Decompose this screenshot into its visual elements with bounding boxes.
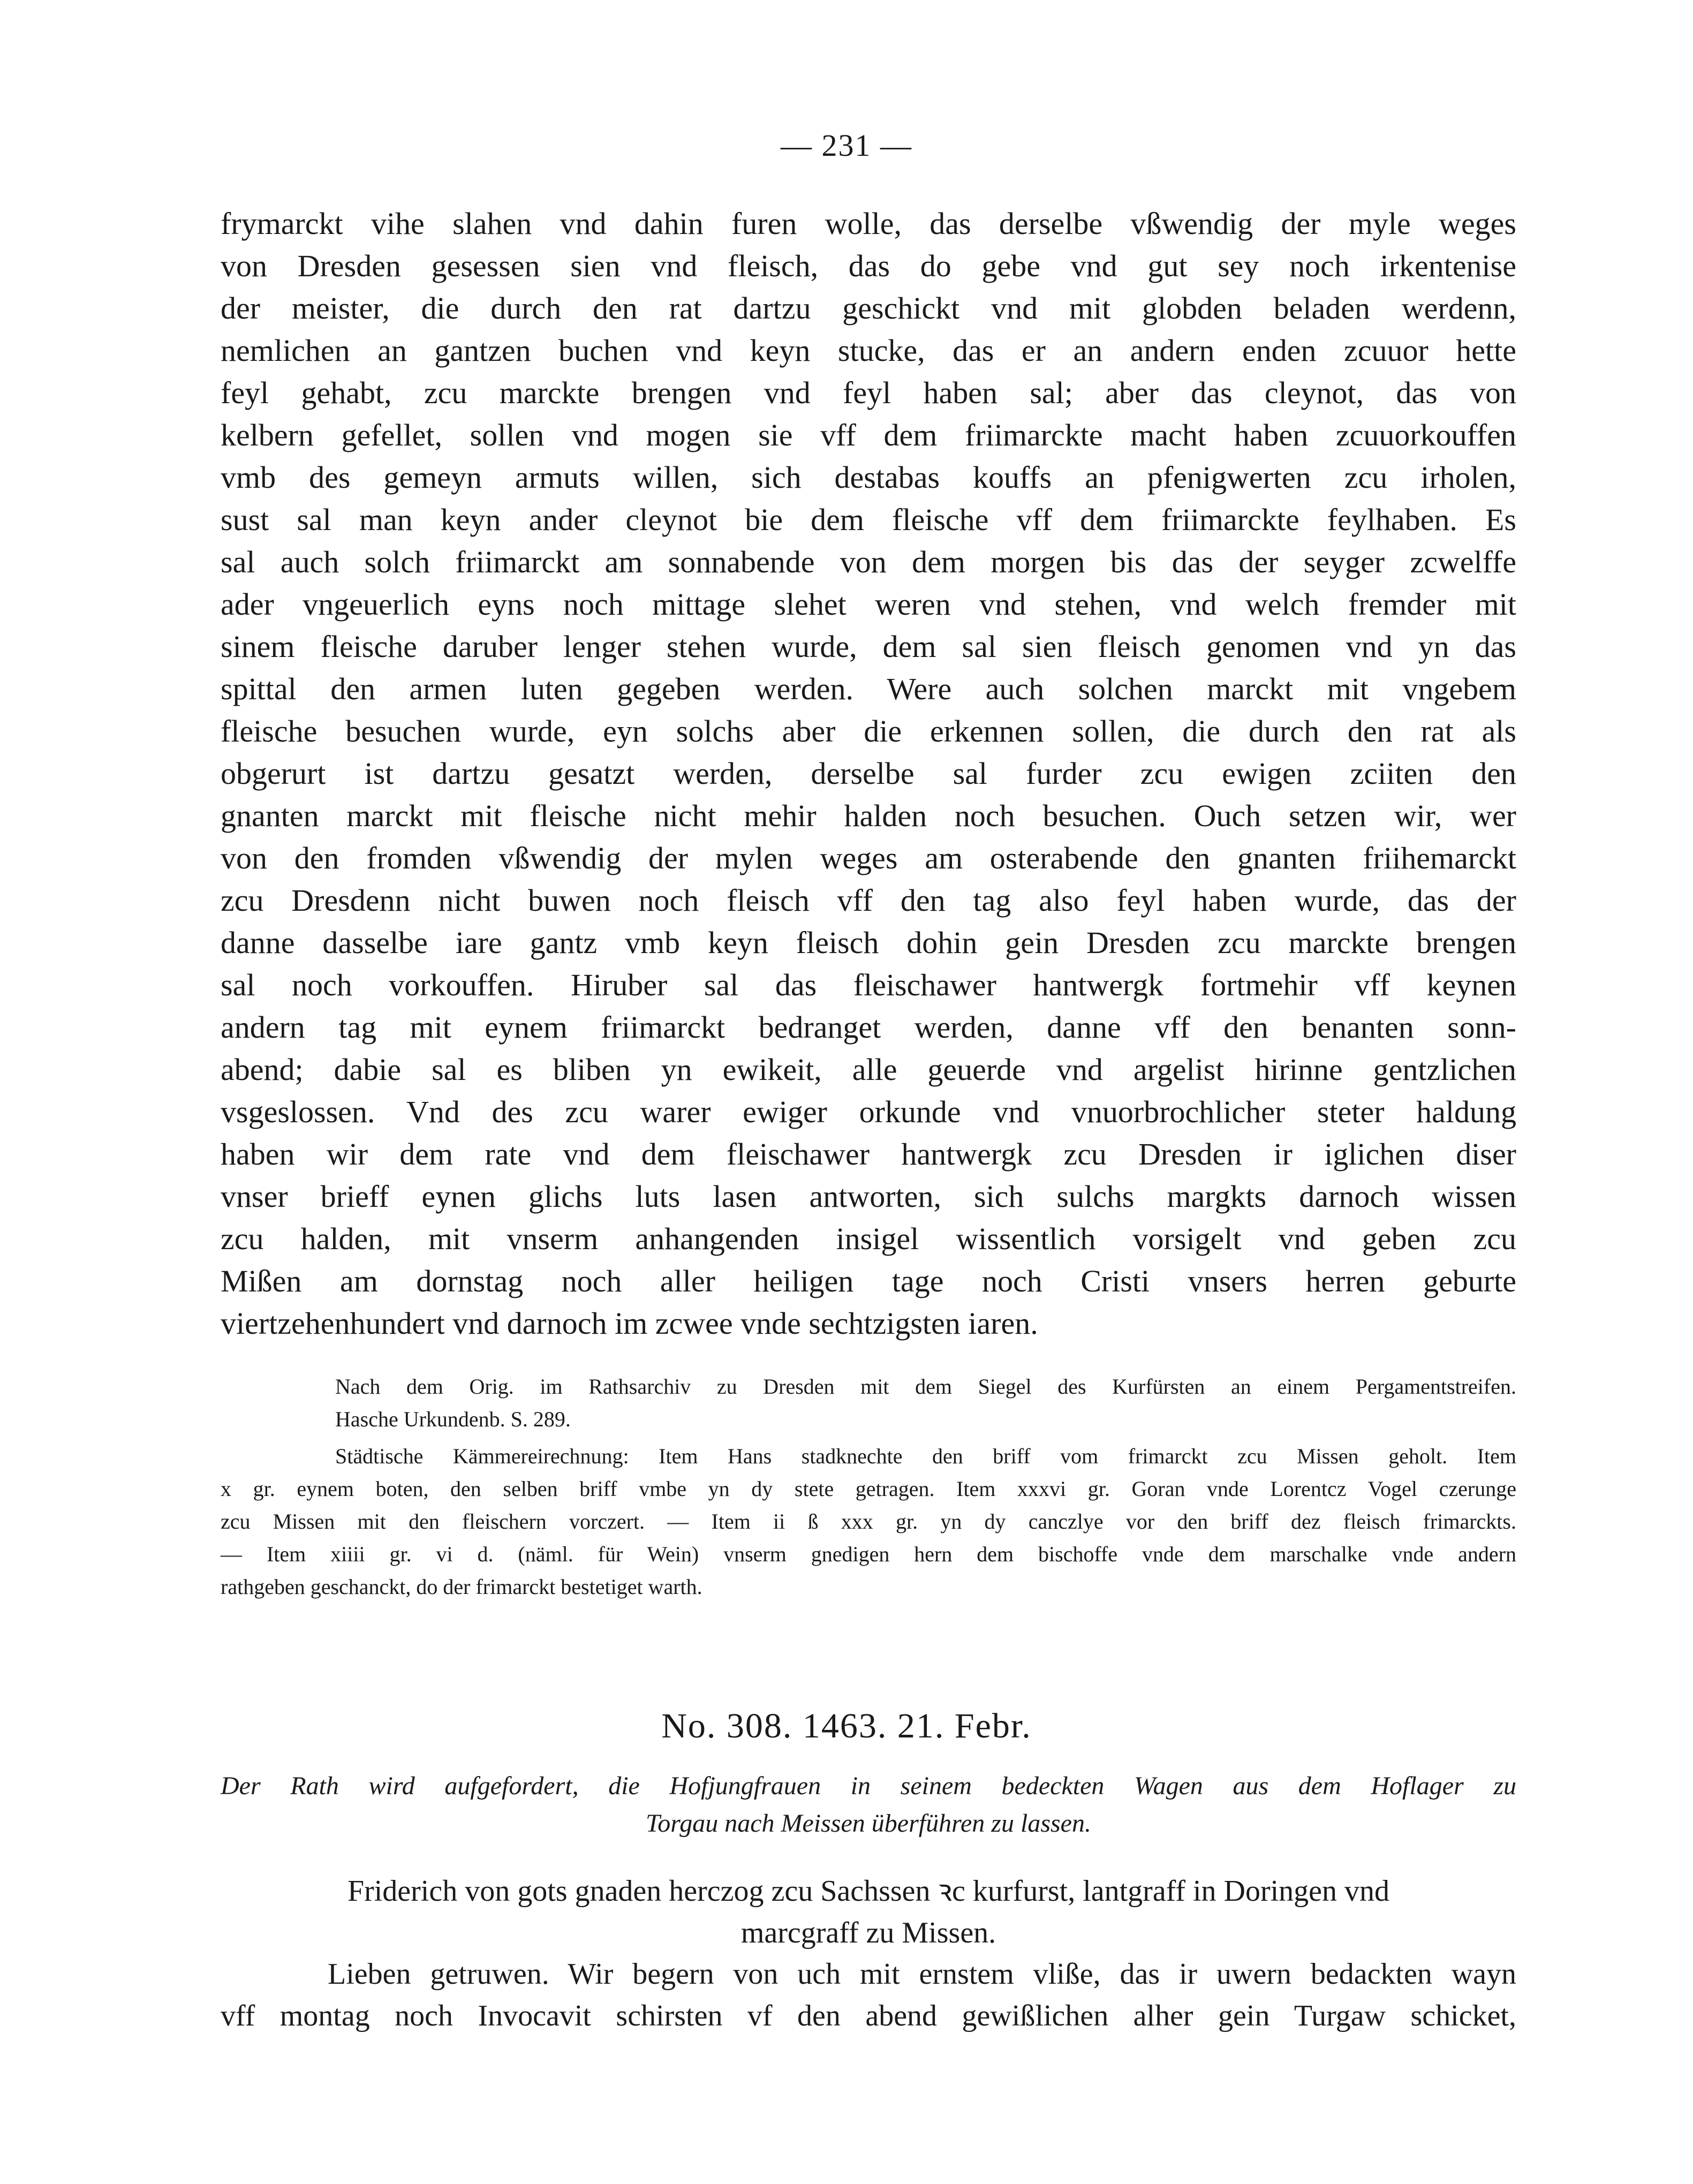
text-line: Mißen am dornstag noch aller heiligen tage noch Cristi vnsers herren geburte <box>221 1264 1516 1298</box>
text-line: danne dasselbe iare gantz vmb keyn fleisch dohin gein Dresden zcu marckte brengen <box>221 925 1516 960</box>
text-line: sust sal man keyn ander cleynot bie dem fleische vff dem friimarckte feylhaben. Es <box>221 502 1516 537</box>
text-line: zcu Dresdenn nicht buwen noch fleisch vff den tag also feyl haben wurde, das der <box>221 883 1516 918</box>
text-line: kelbern gefellet, sollen vnd mogen sie vff dem friimarckte macht haben zcuuorkouffen <box>221 418 1516 452</box>
accounts-note-line: zcu Missen mit den fleischern vorczert. — Item ii ß xxx gr. yn dy canczlye vor den briff dez fleisch frimarckts. <box>221 1509 1516 1533</box>
summary-line: Torgau nach Meissen überführen zu lassen. <box>646 1809 1091 1838</box>
source-note-line: Hasche Urkundenb. S. 289. <box>335 1407 571 1431</box>
text-line: viertzehenhundert vnd darnoch im zcwee vnde sechtzigsten iaren. <box>221 1306 1038 1341</box>
text-line: vsgeslossen. Vnd des zcu warer ewiger orkunde vnd vnuorbrochlicher steter haldung <box>221 1094 1516 1129</box>
text-line: andern tag mit eynem friimarckt bedranget werden, danne vff den benanten sonn- <box>221 1010 1516 1045</box>
letter-body <box>221 1953 1516 2037</box>
text-line: abend; dabie sal es bliben yn ewikeit, alle geuerde vnd argelist hirinne gentzlichen <box>221 1052 1516 1087</box>
text-line: feyl gehabt, zcu marckte brengen vnd feyl haben sal; aber das cleynot, das von <box>221 375 1516 410</box>
text-line: frymarckt vihe slahen vnd dahin furen wolle, das derselbe vßwendig der myle weges <box>221 206 1516 241</box>
main-text <box>221 202 1516 1344</box>
accounts-note-line: x gr. eynem boten, den selben briff vmbe yn dy stete getragen. Item xxxvi gr. Goran vnde Lorentcz Vogel czerunge <box>221 1477 1516 1501</box>
document-summary <box>221 1767 1516 1842</box>
source-note-line: Nach dem Orig. im Rathsarchiv zu Dresden mit dem Siegel des Kurfürsten an einem Pergamentstreifen. <box>335 1374 1516 1399</box>
text-line: spittal den armen luten gegeben werden. Were auch solchen marckt mit vngebem <box>221 671 1516 706</box>
document-heading: No. 308. 1463. 21. Febr. <box>661 1706 1032 1745</box>
text-line: zcu halden, mit vnserm anhangenden insigel wissentlich vorsigelt vnd geben zcu <box>221 1221 1516 1256</box>
text-line: sinem fleische daruber lenger stehen wurde, dem sal sien fleisch genomen vnd yn das <box>221 629 1516 664</box>
footnotes <box>221 1370 1516 1603</box>
summary-line: Der Rath wird aufgefordert, die Hofjungfrauen in seinem bedeckten Wagen aus dem Hoflager zu <box>221 1772 1516 1800</box>
text-line: von Dresden gesessen sien vnd fleisch, das do gebe vnd gut sey noch irkentenise <box>221 248 1516 283</box>
text-line: vmb des gemeyn armuts willen, sich destabas kouffs an pfenigwerten zcu irholen, <box>221 460 1516 495</box>
letter-line: Lieben getruwen. Wir begern von uch mit ernstem vliße, das ir uwern bedackten wayn <box>328 1958 1516 1991</box>
letter-sender <box>221 1870 1516 1954</box>
text-line: der meister, die durch den rat dartzu geschickt vnd mit globden beladen werdenn, <box>221 291 1516 326</box>
text-line: fleische besuchen wurde, eyn solchs aber die erkennen sollen, die durch den rat als <box>221 714 1516 749</box>
text-line: nemlichen an gantzen buchen vnd keyn stucke, das er an andern enden zcuuor hette <box>221 333 1516 368</box>
accounts-note-line: — Item xiiii gr. vi d. (näml. für Wein) vnserm gnedigen hern dem bischoffe vnde dem marschalke vnde andern <box>221 1542 1516 1566</box>
page-number: — 231 — <box>781 128 912 163</box>
letter-line: vff montag noch Invocavit schirsten vf den abend gewißlichen alher gein Turgaw schicket, <box>221 1999 1516 2032</box>
accounts-note-line: Städtische Kämmereirechnung: Item Hans stadknechte den briff vom frimarckt zcu Missen geholt. Item <box>335 1444 1516 1468</box>
text-line: sal noch vorkouffen. Hiruber sal das fleischawer hantwergk fortmehir vff keynen <box>221 968 1516 1002</box>
text-line: gnanten marckt mit fleische nicht mehir halden noch besuchen. Ouch setzen wir, wer <box>221 798 1516 833</box>
text-line: haben wir dem rate vnd dem fleischawer hantwergk zcu Dresden ir iglichen diser <box>221 1137 1516 1172</box>
text-line: ader vngeuerlich eyns noch mittage slehet weren vnd stehen, vnd welch fremder mit <box>221 587 1516 622</box>
accounts-note-line: rathgeben geschanckt, do der frimarckt bestetiget warth. <box>221 1575 702 1599</box>
sender-line: Friderich von gots gnaden herczog zcu Sachssen ꝛc kurfurst, lantgraff in Doringen vnd <box>347 1875 1390 1908</box>
text-line: sal auch solch friimarckt am sonnabende von dem morgen bis das der seyger zcwelffe <box>221 545 1516 579</box>
text-line: vnser brieff eynen glichs luts lasen antworten, sich sulchs margkts darnoch wissen <box>221 1179 1516 1214</box>
text-line: obgerurt ist dartzu gesatzt werden, derselbe sal furder zcu ewigen zciiten den <box>221 756 1516 791</box>
sender-line: marcgraff zu Missen. <box>740 1916 996 1949</box>
text-line: von den fromden vßwendig der mylen weges am osterabende den gnanten friihemarckt <box>221 841 1516 875</box>
